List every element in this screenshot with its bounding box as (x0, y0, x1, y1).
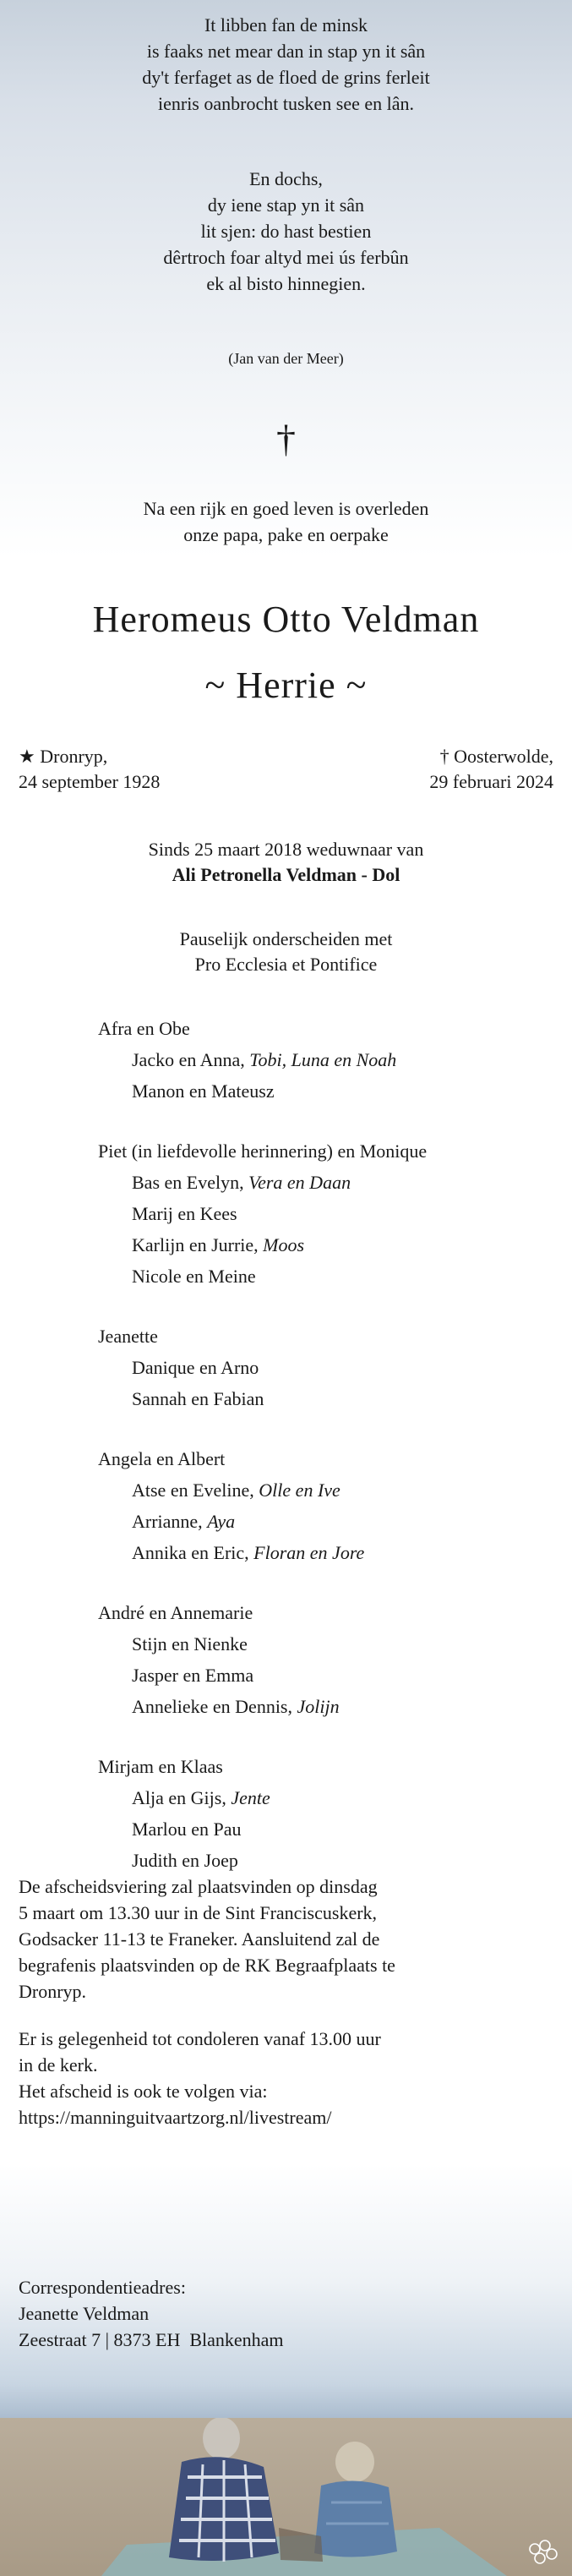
family-parents: Angela en Albert (98, 1448, 226, 1469)
poem-line: dy't ferfaget as de floed de grins ferleit (142, 67, 430, 88)
child-names: Arrianne, (132, 1511, 208, 1532)
family-child (132, 1506, 571, 1537)
poem-stanza-2 (0, 166, 572, 297)
family-child (132, 1075, 571, 1107)
family-list (98, 1013, 571, 1905)
correspondence-name: Jeanette Veldman (19, 2303, 150, 2324)
widower-note (0, 837, 572, 888)
family-group (98, 1443, 571, 1568)
ceremony-line: Dronryp. (19, 1981, 87, 2002)
papal-honor (0, 927, 572, 977)
child-names: Annika en Eric, (132, 1542, 254, 1563)
family-child (132, 1845, 571, 1876)
child-names: Marlou en Pau (132, 1819, 242, 1840)
family-parents: Piet (in liefdevolle herinnering) en Monique (98, 1140, 428, 1162)
correspondence-label: Correspondentieadres: (19, 2277, 186, 2298)
family-parents: Mirjam en Klaas (98, 1756, 223, 1777)
family-child (132, 1691, 571, 1722)
family-child (132, 1782, 571, 1813)
grandchildren-names: Tobi, Luna en Noah (249, 1049, 397, 1070)
child-names: Judith en Joep (132, 1850, 238, 1871)
child-names: Atse en Eveline, (132, 1479, 259, 1501)
child-names: Annelieke en Dennis, (132, 1696, 297, 1717)
correspondence-street: Zeestraat 7 | 8373 EH Blankenham (19, 2329, 284, 2350)
grandchildren-names: Jolijn (297, 1696, 340, 1717)
cross-icon: † (276, 417, 296, 460)
death-details (300, 744, 553, 795)
intro-line-2: onze papa, pake en oerpake (183, 524, 389, 545)
deceased-full-name: Heromeus Otto Veldman (92, 599, 480, 640)
child-names: Nicole en Meine (132, 1266, 256, 1287)
family-child (132, 1537, 571, 1568)
poem-line: It libben fan de minsk (204, 14, 368, 36)
grandchildren-names: Jente (231, 1787, 270, 1808)
child-names: Jasper en Emma (132, 1665, 254, 1686)
family-child (132, 1628, 571, 1660)
family-child (132, 1660, 571, 1691)
family-group (98, 1321, 571, 1414)
poem-line: ek al bisto hinnegien. (206, 273, 366, 294)
child-names: Bas en Evelyn, (132, 1172, 249, 1193)
family-child (132, 1474, 571, 1506)
honor-line-1: Pauselijk onderscheiden met (179, 928, 393, 949)
family-group (98, 1597, 571, 1722)
grandchildren-names: Aya (207, 1511, 236, 1532)
livestream-url[interactable]: https://manninguitvaartzorg.nl/livestream/ (19, 2107, 332, 2128)
child-names: Stijn en Nienke (132, 1633, 248, 1654)
family-group (98, 1751, 571, 1876)
grandchildren-names: Moos (263, 1234, 305, 1255)
condolence-line: Het afscheid is ook te volgen via: (19, 2081, 268, 2102)
child-names: Sannah en Fabian (132, 1388, 264, 1409)
family-child (132, 1383, 571, 1414)
poem-line: lit sjen: do hast bestien (200, 221, 372, 242)
family-child (132, 1044, 571, 1075)
dove-logo-icon (525, 2537, 560, 2566)
family-child (132, 1352, 571, 1383)
intro-line-1: Na een rijk en goed leven is overleden (143, 498, 429, 519)
poem-line: is faaks net mear dan in stap yn it sân (146, 41, 426, 62)
correspondence-address (19, 2274, 551, 2353)
poem-line: En dochs, (249, 168, 323, 189)
honor-line-2: Pro Ecclesia et Pontifice (194, 954, 378, 975)
ceremony-line: begrafenis plaatsvinden op de RK Begraafplaats te (19, 1955, 395, 1976)
deceased-nickname: ~ Herrie ~ (204, 665, 368, 706)
grandchildren-names: Floran en Jore (253, 1542, 365, 1563)
widower-line: Sinds 25 maart 2018 weduwnaar van (148, 839, 424, 860)
family-group (98, 1135, 571, 1292)
child-names: Marij en Kees (132, 1203, 237, 1224)
family-child (132, 1261, 571, 1292)
family-child (132, 1229, 571, 1261)
death-place: Oosterwolde, (454, 746, 553, 767)
family-child (132, 1813, 571, 1845)
birth-date: 24 september 1928 (19, 771, 161, 792)
death-date: 29 februari 2024 (429, 771, 553, 792)
ceremony-info (19, 1873, 551, 2004)
birth-details (19, 744, 272, 795)
family-child (132, 1167, 571, 1198)
family-parents: Afra en Obe (98, 1018, 190, 1039)
child-names: Karlijn en Jurrie, (132, 1234, 264, 1255)
family-parents: Jeanette (98, 1326, 158, 1347)
ceremony-line: 5 maart om 13.30 uur in de Sint Franciscuskerk, (19, 1902, 378, 1923)
beach-couple-photo (0, 2418, 572, 2576)
grandchildren-names: Olle en Ive (259, 1479, 340, 1501)
poem-line: ienris oanbrocht tusken see en lân. (157, 93, 414, 114)
poem-attribution: (Jan van der Meer) (228, 350, 344, 367)
spouse-name: Ali Petronella Veldman - Dol (172, 864, 400, 885)
family-child (132, 1198, 571, 1229)
grandchildren-names: Vera en Daan (248, 1172, 351, 1193)
ceremony-line: De afscheidsviering zal plaatsvinden op dinsdag (19, 1876, 378, 1897)
poem-stanza-1 (0, 12, 572, 117)
condolence-line: Er is gelegenheid tot condoleren vanaf 13.00 uur (19, 2028, 381, 2049)
birth-place: Dronryp, (40, 746, 108, 767)
poem-line: dy iene stap yn it sân (207, 194, 365, 216)
family-parents: André en Annemarie (98, 1602, 253, 1623)
ceremony-line: Godsacker 11-13 te Franeker. Aansluitend zal de (19, 1928, 380, 1950)
announcement-intro (0, 495, 572, 548)
star-icon: ★ (19, 746, 35, 767)
poem-line: dêrtroch foar altyd mei ús ferbûn (163, 247, 409, 268)
condolence-info (19, 2026, 551, 2130)
cross-small-icon: † (439, 746, 449, 767)
child-names: Danique en Arno (132, 1357, 259, 1378)
child-names: Jacko en Anna, (132, 1049, 250, 1070)
condolence-line: in de kerk. (19, 2054, 98, 2076)
child-names: Manon en Mateusz (132, 1080, 275, 1102)
child-names: Alja en Gijs, (132, 1787, 232, 1808)
family-group (98, 1013, 571, 1107)
